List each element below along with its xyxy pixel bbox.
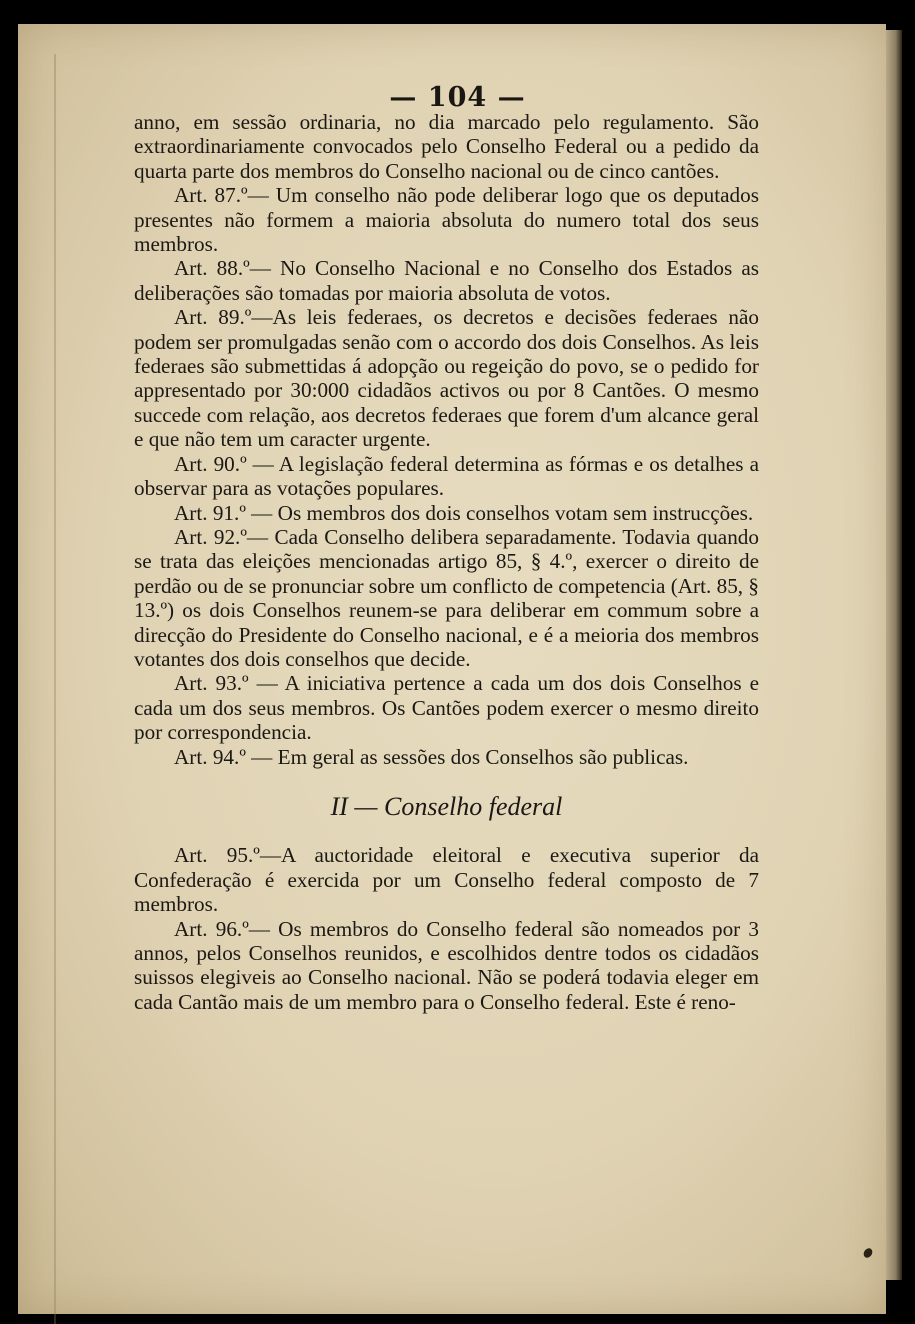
article-91: Art. 91.º — Os membros dos dois conselhos votam sem instrucções. bbox=[174, 500, 754, 525]
page-edge bbox=[886, 30, 902, 1280]
article-95: Art. 95.º—A auctoridade eleitoral e executiva superior da Confederação é exercida por um Conselho federal composto de 7 membros. bbox=[134, 843, 759, 917]
article-94: Art. 94.º — Em geral as sessões dos Conselhos são publicas. bbox=[174, 744, 689, 769]
page-number: — 104 — bbox=[389, 82, 526, 113]
article-88: Art. 88.º— No Conselho Nacional e no Conselho dos Estados as deliberações são tomadas por maioria absoluta de votos. bbox=[134, 256, 759, 305]
article-89: Art. 89.º—As leis federaes, os decretos e decisões federaes não podem ser promulgadas senão com o accordo dos dois Conselhos. As leis federaes são submettidas á adopção ou regeição do povo, se o pedido for appresentado por 30:000 cidadãos activos ou por 8 Cantões. O mesmo succede com relação, aos decretos federaes que forem d'um alcance geral e que não tem um caracter urgente. bbox=[134, 305, 759, 452]
body-text bbox=[134, 110, 759, 1014]
article-87: Art. 87.º— Um conselho não pode deliberar logo que os deputados presentes não formem a maioria absoluta do numero total dos seus membros. bbox=[134, 183, 759, 257]
article-92: Art. 92.º— Cada Conselho delibera separadamente. Todavia quando se trata das eleições mencionadas artigo 85, § 4.º, exercer o direito de perdão ou de se pronunciar sobre um conflicto de competencia (Art. 85, § 13.º) os dois Conselhos reunem-se para deliberar em commum sobre a direcção do Presidente do Conselho nacional, e é a meioria dos membros votantes dos dois conselhos que decide. bbox=[134, 524, 759, 671]
article-90: Art. 90.º — A legislação federal determina as fórmas e os detalhes a observar para as votações populares. bbox=[134, 451, 759, 501]
article-93: Art. 93.º — A iniciativa pertence a cada um dos dois Conselhos e cada um dos seus membros. Os Cantões podem exercer o mesmo direito por correspondencia. bbox=[134, 671, 759, 745]
binding-fold bbox=[54, 54, 56, 1324]
section-heading: II — Conselho federal bbox=[330, 791, 563, 821]
paragraph-continuation: anno, em sessão ordinaria, no dia marcado pelo regulamento. São extraordinariamente convocados pelo Conselho Federal ou a pedido da quarta parte dos membros do Conselho nacional ou de cinco cantões. bbox=[134, 110, 759, 183]
article-96: Art. 96.º— Os membros do Conselho federal são nomeados por 3 annos, pelos Conselhos reunidos, e escolhidos dentre todos os cidadãos suissos elegiveis ao Conselho nacional. Não se poderá todavia eleger em cada Cantão mais de um membro para o Conselho federal. Este é reno- bbox=[134, 916, 759, 1014]
